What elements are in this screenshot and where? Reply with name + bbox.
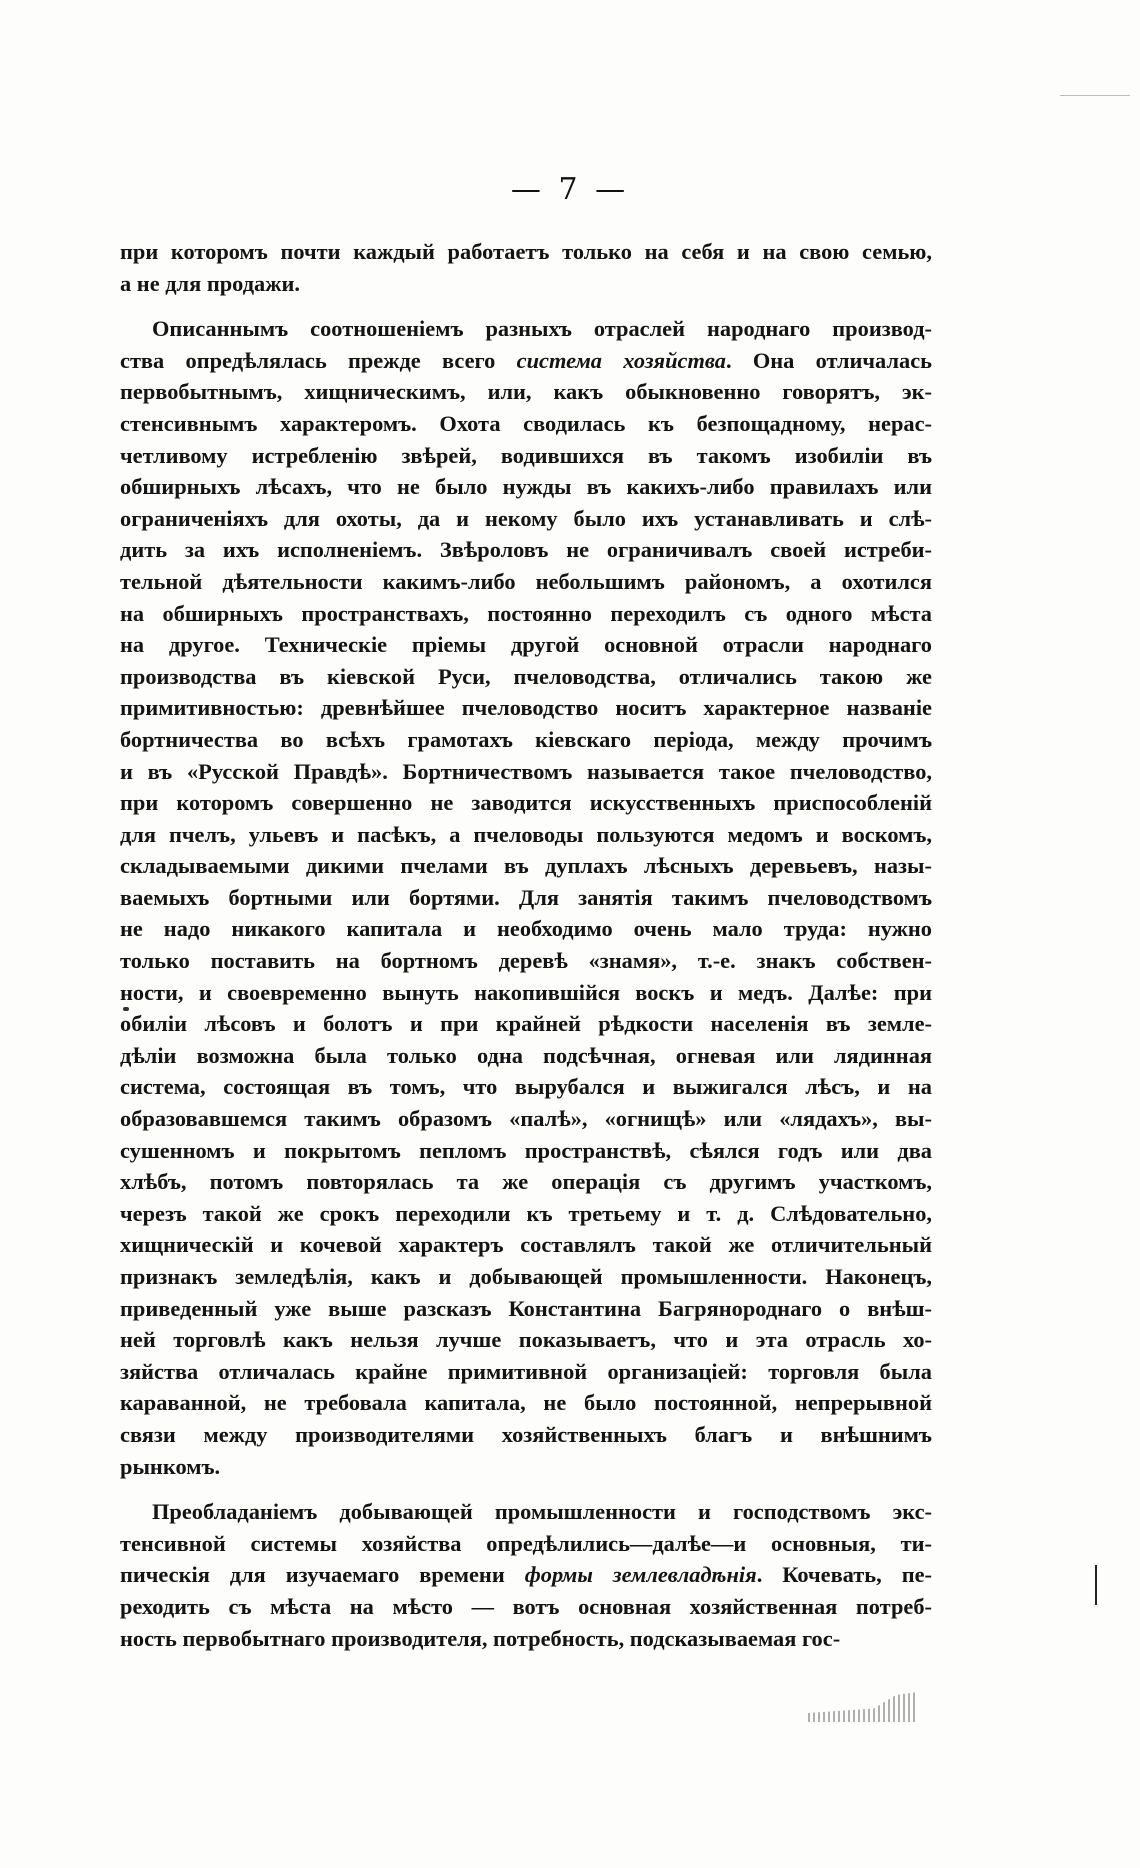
text-line: первобытнымъ, хищническимъ, или, какъ обыкновенно говорятъ, эк-	[120, 379, 932, 405]
text-line: стенсивнымъ характеромъ. Охота сводилась къ безпощадному, нерас-	[120, 410, 932, 436]
text-line: рынкомъ.	[120, 1453, 221, 1479]
text-line: зяйства отличалась крайне примитивной организаціей: торговля была	[120, 1358, 932, 1384]
text-line: дѣліи возможна была только одна подсѣчная, огневая или лядинная	[120, 1042, 932, 1068]
paragraph	[120, 313, 932, 1482]
text-line: на другое. Техническіе пріемы другой основной отрасли народнаго	[120, 632, 932, 658]
emphasized-term: формы землевладѣнія	[524, 1562, 757, 1588]
text-line: хлѣбъ, потомъ повторялась та же операція съ другимъ участкомъ,	[120, 1169, 932, 1195]
text-line: производства въ кіевской Руси, пчеловодства, отличались такою же	[120, 663, 932, 689]
text-line: обиліи лѣсовъ и болотъ и при крайней рѣдкости населенія въ земле-	[120, 1011, 932, 1037]
text-line: только поставить на бортномъ деревѣ «знамя», т.-е. знакъ собствен-	[120, 948, 932, 974]
body-text	[120, 236, 932, 1654]
paragraph	[120, 236, 932, 299]
text-line: хищническій и кочевой характеръ составлялъ такой же отличительный	[120, 1232, 932, 1258]
text-line: Описаннымъ соотношеніемъ разныхъ отраслей народнаго производ-	[152, 316, 932, 342]
text-line: признакъ земледѣлія, какъ и добывающей промышленности. Наконецъ,	[120, 1264, 932, 1289]
text-line: дить за ихъ исполненіемъ. Звѣроловъ не ограничивалъ своей истреби-	[120, 537, 932, 563]
scan-smudge	[808, 1692, 918, 1722]
text-line: ней торговлѣ какъ нельзя лучше показываетъ, что и эта отрасль хо-	[120, 1327, 932, 1353]
text-line: тенсивной системы хозяйства опредѣлились—далѣе—и основныя, ти-	[120, 1530, 932, 1556]
text-line: черезъ такой же срокъ переходили къ третьему и т. д. Слѣдовательно,	[120, 1200, 932, 1226]
text-line: а не для продажи.	[120, 270, 300, 296]
ink-speck	[123, 1007, 129, 1011]
text-line: сушенномъ и покрытомъ пепломъ пространствѣ, сѣялся годъ или два	[120, 1137, 932, 1163]
text-line: Преобладаніемъ добывающей промышленности и господствомъ экс-	[152, 1499, 932, 1525]
text-line: реходить съ мѣста на мѣсто — вотъ основная хозяйственная потреб-	[120, 1593, 932, 1619]
page-number: — 7 —	[510, 172, 630, 207]
emphasized-term: система хозяйства	[516, 347, 726, 373]
text-line: четливому истребленію звѣрей, водившихся въ такомъ изобиліи въ	[120, 442, 932, 468]
text-line: не надо никакого капитала и необходимо очень мало труда: нужно	[120, 916, 932, 942]
text-line: на обширныхъ пространствахъ, постоянно переходилъ съ одного мѣста	[120, 600, 932, 626]
text-line: при которомъ почти каждый работаетъ только на себя и на свою семью,	[120, 239, 932, 264]
text-line: ности, и своевременно вынуть накопившійся воскъ и медъ. Далѣе: при	[120, 979, 932, 1005]
text-line: для пчелъ, ульевъ и пасѣкъ, а пчеловоды пользуются медомъ и воскомъ,	[120, 821, 932, 847]
text-line: приведенный уже выше разсказъ Константина Багрянороднаго о внѣш-	[120, 1295, 932, 1321]
text-line: тельной дѣятельности какимъ-либо небольшимъ райономъ, а охотился	[120, 568, 932, 594]
text-line: ность первобытнаго производителя, потребность, подсказываемая гос-	[120, 1625, 841, 1651]
text-line: связи между производителями хозяйственныхъ благъ и внѣшнимъ	[120, 1421, 932, 1447]
text-line: пическія для изучаемаго времени формы землевладѣнія. Кочевать, пе-	[120, 1562, 932, 1588]
text-line: караванной, не требовала капитала, не было постоянной, непрерывной	[120, 1390, 932, 1416]
paragraph-gap	[120, 1482, 932, 1496]
text-line: складываемыми дикими пчелами въ дуплахъ лѣсныхъ деревьевъ, назы-	[120, 853, 932, 879]
text-line: система, состоящая въ томъ, что вырубался и выжигался лѣсъ, и на	[120, 1074, 932, 1100]
paragraph-gap	[120, 299, 932, 313]
text-line: ваемыхъ бортными или бортями. Для занятія такимъ пчеловодствомъ	[120, 884, 932, 910]
paragraph	[120, 1496, 932, 1654]
text-line: ства опредѣлялась прежде всего система хозяйства. Она отличалась	[120, 347, 932, 373]
text-line: образовавшемся такимъ образомъ «палѣ», «огнищѣ» или «лядахъ», вы-	[120, 1106, 932, 1132]
text-line: обширныхъ лѣсахъ, что не было нужды въ какихъ-либо правилахъ или	[120, 474, 932, 500]
scan-edge-line	[1060, 95, 1130, 96]
text-line: бортничества во всѣхъ грамотахъ кіевскаго періода, между прочимъ	[120, 726, 932, 752]
text-line: ограниченіяхъ для охоты, да и некому было ихъ устанавливать и слѣ-	[120, 505, 932, 531]
text-line: и въ «Русской Правдѣ». Бортничествомъ называется такое пчеловодство,	[120, 758, 932, 784]
text-line: при которомъ совершенно не заводится искусственныхъ приспособленій	[120, 790, 932, 816]
text-line: примитивностью: древнѣйшее пчеловодство носитъ характерное названіе	[120, 695, 932, 721]
scan-edge-mark	[1095, 1565, 1097, 1605]
